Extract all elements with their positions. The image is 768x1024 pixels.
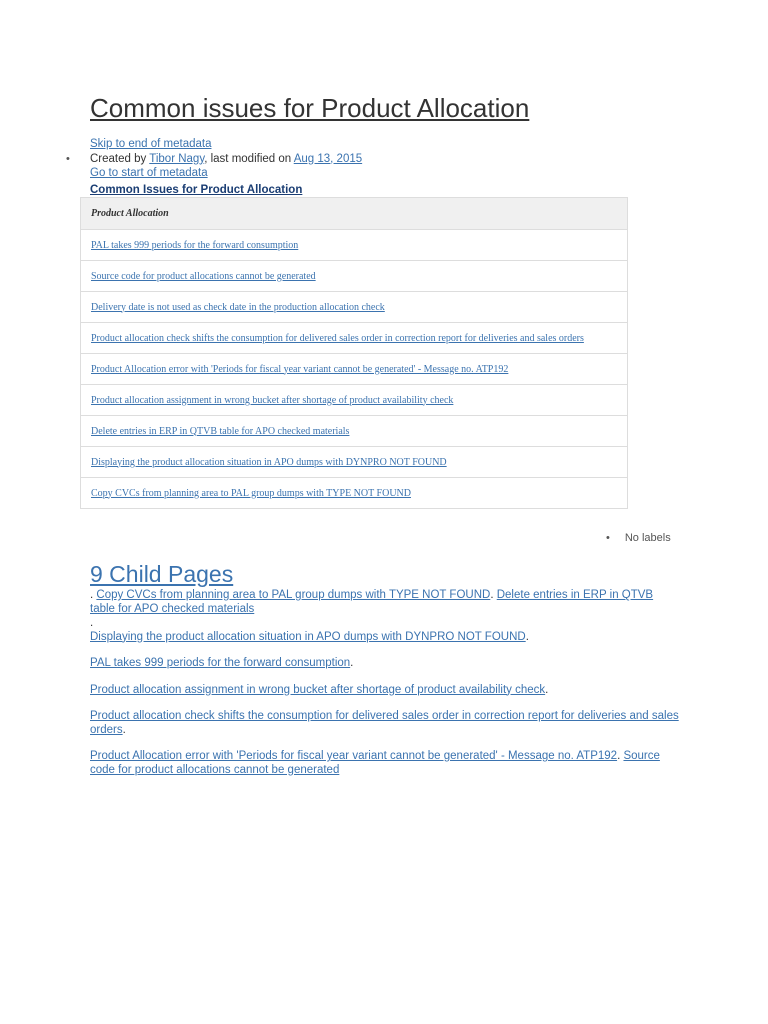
separator-text: . (545, 683, 549, 696)
no-labels-text: No labels (624, 532, 671, 544)
table-row (81, 323, 628, 354)
separator-text: . (90, 617, 94, 629)
list-item (90, 657, 680, 671)
table-row (81, 385, 628, 416)
separator-text: . (490, 589, 497, 601)
table-row-link[interactable]: Product allocation assignment in wrong bucket after shortage of product availability check (91, 394, 454, 406)
list-item (90, 684, 680, 698)
separator-text: . (525, 630, 529, 643)
separator-text: . (122, 723, 126, 736)
table-row (81, 261, 628, 292)
go-to-start-link[interactable]: Go to start of metadata (90, 167, 208, 179)
author-link[interactable]: Tibor Nagy (149, 152, 205, 165)
child-page-link[interactable]: Displaying the product allocation situation in APO dumps with DYNPRO NOT FOUND (90, 630, 526, 643)
table-row (81, 230, 628, 261)
bullet-icon: • (66, 152, 70, 165)
list-item (90, 589, 680, 616)
table-row-link[interactable]: Delivery date is not used as check date in the production allocation check (91, 301, 385, 313)
table-header: Product Allocation (81, 198, 628, 230)
table-row-link[interactable]: Product allocation check shifts the consumption for delivered sales order in correction report for deliveries and sales orders (91, 332, 584, 344)
child-page-link[interactable]: Product allocation assignment in wrong bucket after shortage of product availability check (90, 683, 546, 696)
page-title: Common issues for Product Allocation (90, 93, 530, 123)
separator-text: . (90, 589, 97, 601)
created-by-label: Created by (90, 152, 150, 165)
child-pages-title[interactable]: 9 Child Pages (90, 561, 234, 587)
child-pages-list (90, 589, 680, 790)
modified-label: , last modified on (204, 152, 294, 165)
child-page-link[interactable]: Product Allocation error with 'Periods for fiscal year variant cannot be generated' - Message no. ATP192 (90, 750, 618, 762)
labels-section (606, 532, 671, 544)
table-row-link[interactable]: Displaying the product allocation situation in APO dumps with DYNPRO NOT FOUND (91, 456, 447, 468)
separator-text: . (350, 657, 354, 669)
child-page-link[interactable]: PAL takes 999 periods for the forward consumption (90, 657, 351, 669)
table-row (81, 354, 628, 385)
section-heading-link[interactable]: Common Issues for Product Allocation (90, 183, 303, 196)
child-page-link[interactable]: Source code for product allocations cannot be generated (90, 750, 660, 776)
table-row-link[interactable]: Product Allocation error with 'Periods for fiscal year variant cannot be generated' - Message no. ATP192 (91, 363, 509, 375)
skip-to-end-link[interactable]: Skip to end of metadata (90, 138, 212, 150)
list-item (90, 631, 680, 645)
table-row (81, 447, 628, 478)
product-allocation-table (80, 197, 628, 509)
list-item (90, 750, 680, 777)
separator-text: . (617, 750, 624, 762)
created-by-line (66, 152, 363, 167)
child-page-link[interactable]: Delete entries in ERP in QTVB table for APO checked materials (90, 589, 654, 615)
child-page-link[interactable]: Product allocation check shifts the consumption for delivered sales order in correction report for deliveries and sales orders (90, 710, 679, 736)
table-row-link[interactable]: Source code for product allocations cannot be generated (91, 270, 316, 282)
child-page-link[interactable]: Copy CVCs from planning area to PAL group dumps with TYPE NOT FOUND (96, 589, 491, 601)
page-metadata (66, 137, 363, 197)
table-row (81, 292, 628, 323)
modified-date-link[interactable]: Aug 13, 2015 (293, 152, 363, 165)
bullet-icon: • (606, 532, 610, 544)
table-row-link[interactable]: Delete entries in ERP in QTVB table for APO checked materials (91, 425, 350, 437)
list-item (90, 710, 680, 737)
list-item (90, 617, 680, 631)
table-row (81, 416, 628, 447)
table-row-link[interactable]: Copy CVCs from planning area to PAL group dumps with TYPE NOT FOUND (91, 487, 411, 499)
table-row (81, 478, 628, 509)
table-row-link[interactable]: PAL takes 999 periods for the forward consumption (91, 239, 299, 251)
